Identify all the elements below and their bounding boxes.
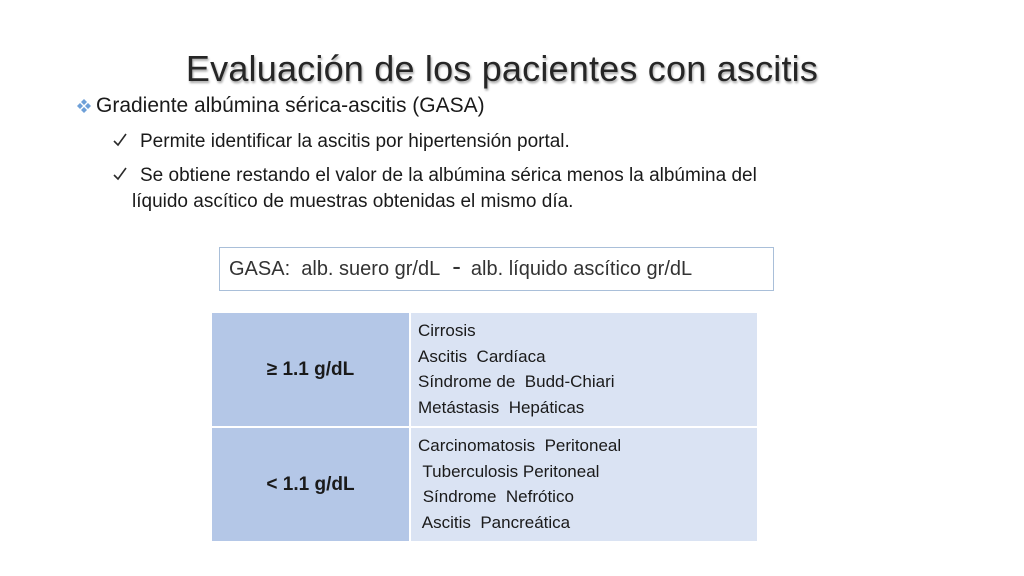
table-row <box>211 312 758 427</box>
gasa-table <box>210 311 759 543</box>
cause-item: Ascitis Pancreática <box>418 512 571 532</box>
table-row <box>211 427 758 542</box>
subpoint-text-line1: Se obtiene restando el valor de la albúmina sérica menos la albúmina del <box>140 165 757 186</box>
cause-item: Síndrome Nefrótico <box>418 487 574 506</box>
cause-item: Tuberculosis Peritoneal <box>418 461 600 481</box>
range-cell-high: ≥ 1.1 g/dL <box>211 312 410 427</box>
causes-cell-high <box>410 312 758 427</box>
cause-item: Ascitis Cardíaca <box>418 346 546 366</box>
causes-cell-low <box>410 427 758 542</box>
diamond-bullet-icon <box>76 98 92 114</box>
gasa-formula-box <box>219 247 774 291</box>
checkmark-icon <box>112 132 128 148</box>
formula-operator: - <box>452 251 461 281</box>
formula-right: alb. líquido ascítico gr/dL <box>470 257 693 280</box>
subpoint-text-line2: líquido ascítico de muestras obtenidas el mismo día. <box>132 191 574 212</box>
subpoint-identify <box>112 129 570 155</box>
checkmark-icon <box>112 166 128 182</box>
subpoint-text: Permite identificar la ascitis por hipertensión portal. <box>140 131 570 152</box>
cause-item: Carcinomatosis Peritoneal <box>418 436 622 455</box>
cause-item: Metástasis Hepáticas <box>418 397 585 417</box>
range-cell-low: < 1.1 g/dL <box>211 427 410 542</box>
cause-item: Cirrosis <box>418 321 476 340</box>
main-bullet-text: Gradiente albúmina sérica-ascitis (GASA) <box>96 94 485 117</box>
formula-left: GASA: alb. suero gr/dL <box>229 257 441 280</box>
subpoint-calculation <box>112 163 912 215</box>
cause-item: Síndrome de Budd-Chiari <box>418 372 615 391</box>
slide-title: Evaluación de los pacientes con ascitis <box>185 48 819 90</box>
main-bullet <box>76 94 485 118</box>
